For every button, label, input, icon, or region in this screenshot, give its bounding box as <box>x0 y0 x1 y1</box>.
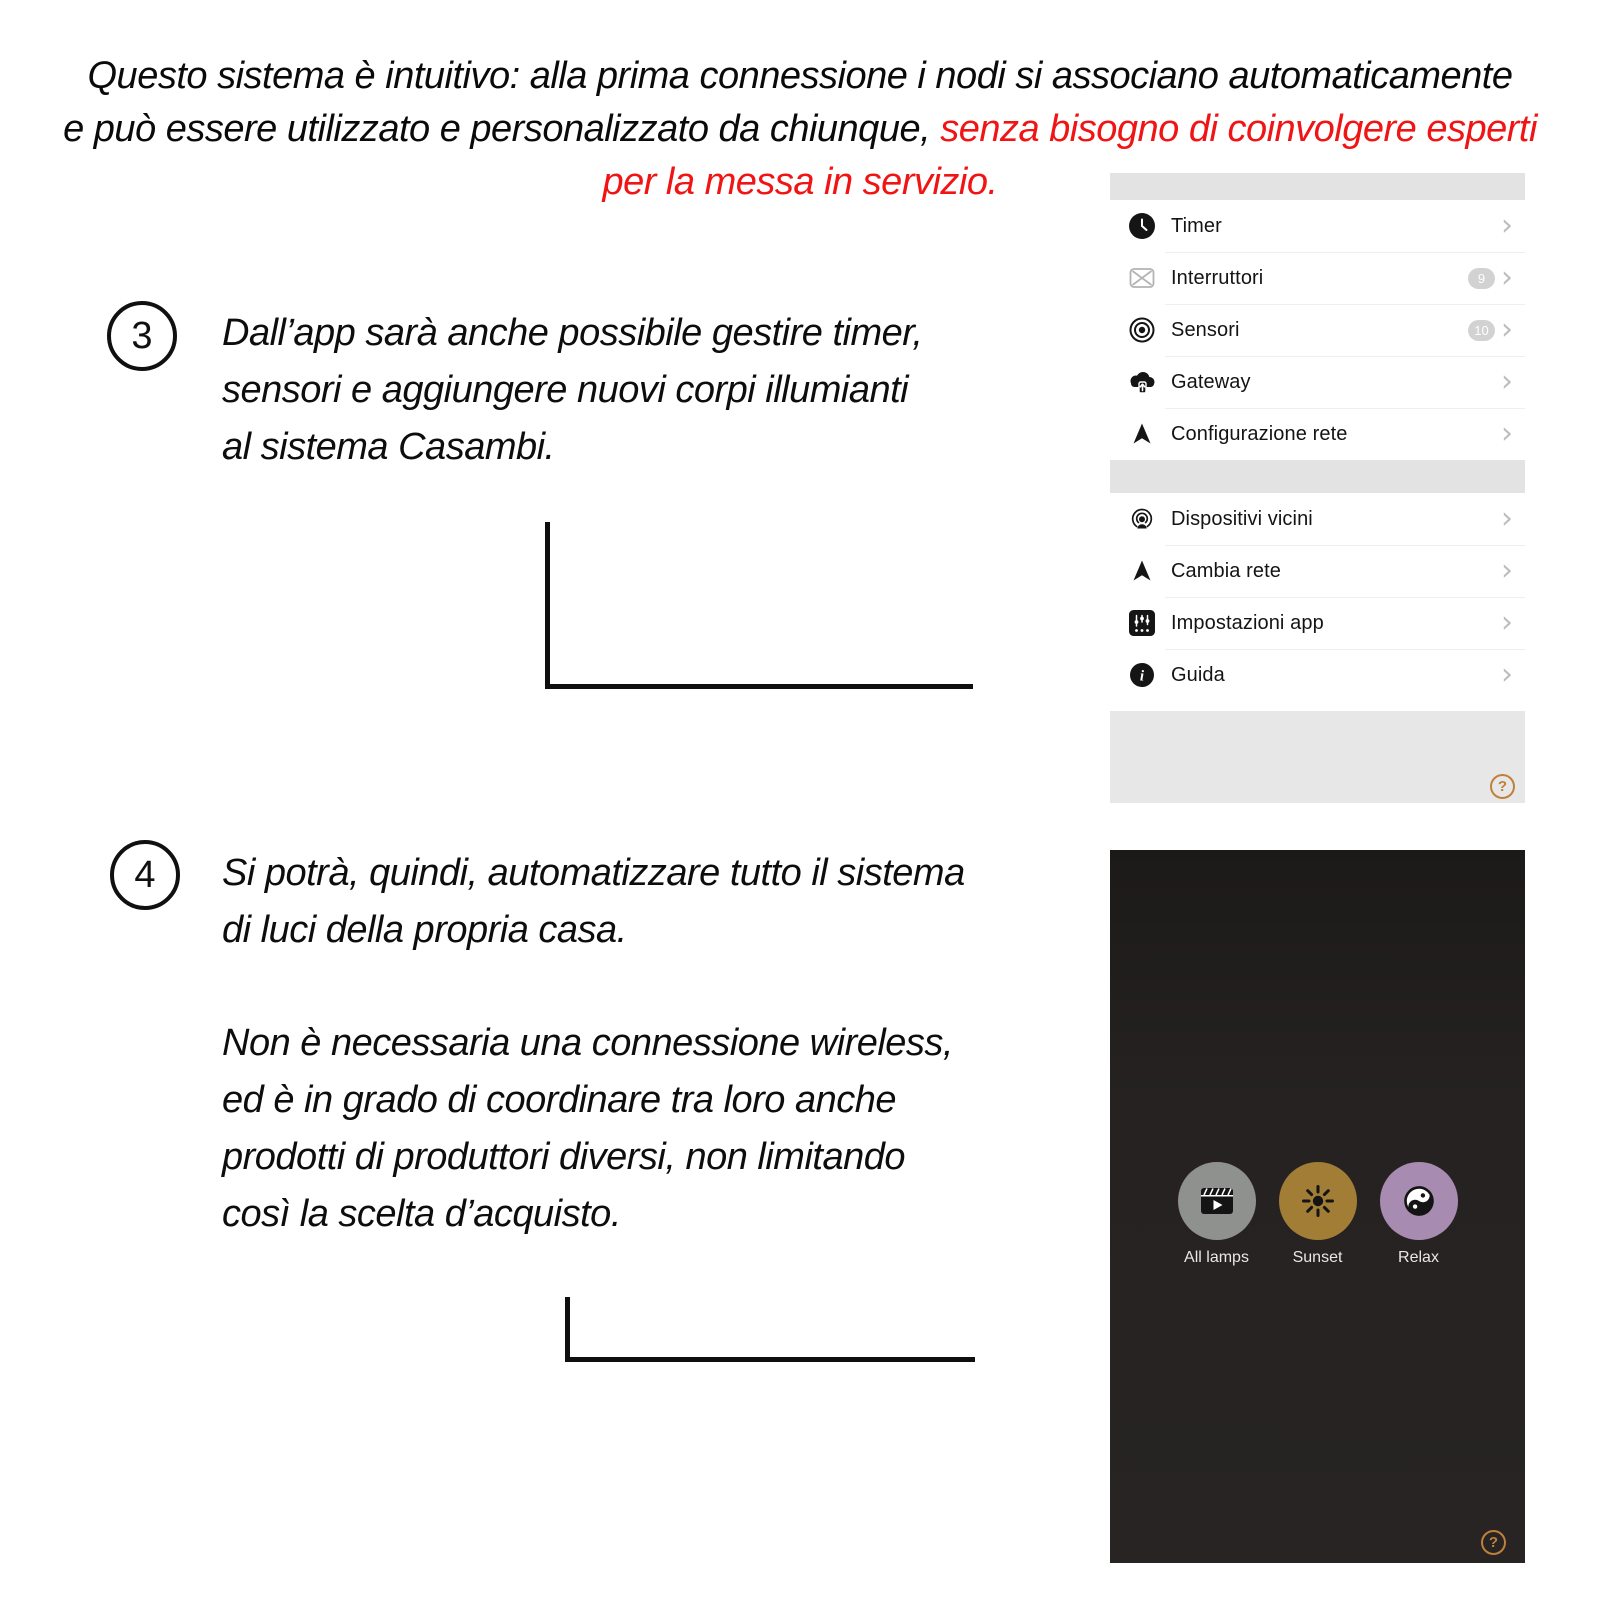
menu-item-label: Timer <box>1171 214 1222 237</box>
app-scenes-screenshot <box>1110 850 1525 1563</box>
yin-yang-icon <box>1392 1175 1445 1228</box>
help-button[interactable]: ? <box>1481 1530 1506 1555</box>
scene-relax[interactable] <box>1377 1162 1461 1267</box>
scene-circle-sunset[interactable] <box>1279 1162 1357 1240</box>
menu-item-label: Guida <box>1171 663 1225 686</box>
svg-text:i: i <box>1139 668 1145 685</box>
scene-label: Sunset <box>1292 1249 1343 1266</box>
scene-circle-all-lamps[interactable] <box>1178 1162 1256 1240</box>
nav-arrow-icon <box>1128 559 1156 583</box>
screenshot-top-bar <box>1110 173 1525 200</box>
step-3-line: Dall’app sarà anche possibile gestire timer, <box>222 312 923 354</box>
menu-item-cambia-rete[interactable] <box>1110 545 1525 597</box>
chevron-right-icon: › <box>1501 208 1513 243</box>
step-4-line: Non è necessaria una connessione wireless, <box>222 1022 953 1064</box>
step-4-line: di luci della propria casa. <box>222 909 627 951</box>
count-badge: 9 <box>1468 268 1495 289</box>
intro-line-2 <box>0 103 1600 156</box>
chevron-right-icon: › <box>1501 657 1513 692</box>
menu-item-guida[interactable] <box>1110 649 1525 701</box>
chevron-right-icon: › <box>1501 364 1513 399</box>
menu-item-gateway[interactable] <box>1110 356 1525 408</box>
paragraph-gap <box>222 959 965 1015</box>
callout-bracket-horizontal <box>565 1357 975 1362</box>
step-4-number-circle <box>110 840 180 910</box>
callout-bracket-horizontal <box>545 684 973 689</box>
step-3-text <box>222 305 922 476</box>
sliders-icon <box>1128 610 1156 636</box>
scene-sunset[interactable] <box>1276 1162 1360 1267</box>
cloud-gateway-icon <box>1128 369 1156 395</box>
scene-all-lamps[interactable] <box>1175 1162 1259 1267</box>
menu-item-timer[interactable] <box>1110 200 1525 252</box>
menu-item-label: Interruttori <box>1171 266 1264 289</box>
intro-line-2-black: e può essere utilizzato e personalizzato da chiunque, <box>63 108 941 150</box>
menu-item-label: Dispositivi vicini <box>1171 507 1313 530</box>
sensor-target-icon <box>1128 317 1156 343</box>
step-3-line: sensori e aggiungere nuovi corpi illumianti <box>222 369 909 411</box>
sun-icon <box>1299 1182 1337 1220</box>
step-4-line: così la scelta d’acquisto. <box>222 1193 621 1235</box>
switch-x-icon <box>1128 265 1156 291</box>
scenes-row <box>1110 1162 1525 1267</box>
step-4-line: prodotti di produttori diversi, non limitando <box>222 1136 905 1178</box>
clock-icon <box>1128 213 1156 239</box>
screenshot-footer <box>1110 711 1525 803</box>
count-badge: 10 <box>1468 320 1495 341</box>
intro-line-3: per la messa in servizio. <box>602 161 998 203</box>
menu-item-label: Cambia rete <box>1171 559 1282 582</box>
chevron-right-icon: › <box>1501 553 1513 588</box>
step-4-line: ed è in grado di coordinare tra loro anche <box>222 1079 897 1121</box>
step-3-number-circle <box>107 301 177 371</box>
chevron-right-icon: › <box>1501 605 1513 640</box>
chevron-right-icon: › <box>1501 501 1513 536</box>
menu-item-label: Sensori <box>1171 318 1240 341</box>
intro-line-1: Questo sistema è intuitivo: alla prima connessione i nodi si associano automaticamente <box>87 55 1513 97</box>
info-icon <box>1128 663 1156 687</box>
step-4-number: 4 <box>134 853 156 896</box>
help-button[interactable]: ? <box>1490 774 1515 799</box>
chevron-right-icon: › <box>1501 260 1513 295</box>
broadcast-person-icon <box>1128 506 1156 532</box>
menu-item-configurazione-rete[interactable] <box>1110 408 1525 460</box>
chevron-right-icon: › <box>1501 312 1513 347</box>
step-4-text <box>222 845 965 1243</box>
menu-group-2 <box>1110 493 1525 701</box>
menu-item-interruttori[interactable] <box>1110 252 1525 304</box>
step-3-line: al sistema Casambi. <box>222 426 555 468</box>
menu-item-dispositivi-vicini[interactable] <box>1110 493 1525 545</box>
app-settings-screenshot <box>1110 173 1525 803</box>
nav-arrow-icon <box>1128 422 1156 446</box>
menu-item-sensori[interactable] <box>1110 304 1525 356</box>
scene-label: All lamps <box>1184 1249 1249 1266</box>
scene-label: Relax <box>1398 1249 1439 1266</box>
clapperboard-icon <box>1199 1185 1235 1217</box>
menu-group-1 <box>1110 200 1525 460</box>
menu-item-label: Impostazioni app <box>1171 611 1324 634</box>
chevron-right-icon: › <box>1501 416 1513 451</box>
step-4-line: Si potrà, quindi, automatizzare tutto il sistema <box>222 852 965 894</box>
callout-bracket-vertical <box>565 1297 570 1362</box>
step-3-number: 3 <box>131 314 153 357</box>
callout-bracket-vertical <box>545 522 550 689</box>
menu-item-impostazioni-app[interactable] <box>1110 597 1525 649</box>
section-divider <box>1110 460 1525 493</box>
menu-item-label: Gateway <box>1171 370 1251 393</box>
intro-line-2-red: senza bisogno di coinvolgere esperti <box>940 108 1537 150</box>
menu-item-label: Configurazione rete <box>1171 422 1348 445</box>
scene-circle-relax[interactable] <box>1380 1162 1458 1240</box>
